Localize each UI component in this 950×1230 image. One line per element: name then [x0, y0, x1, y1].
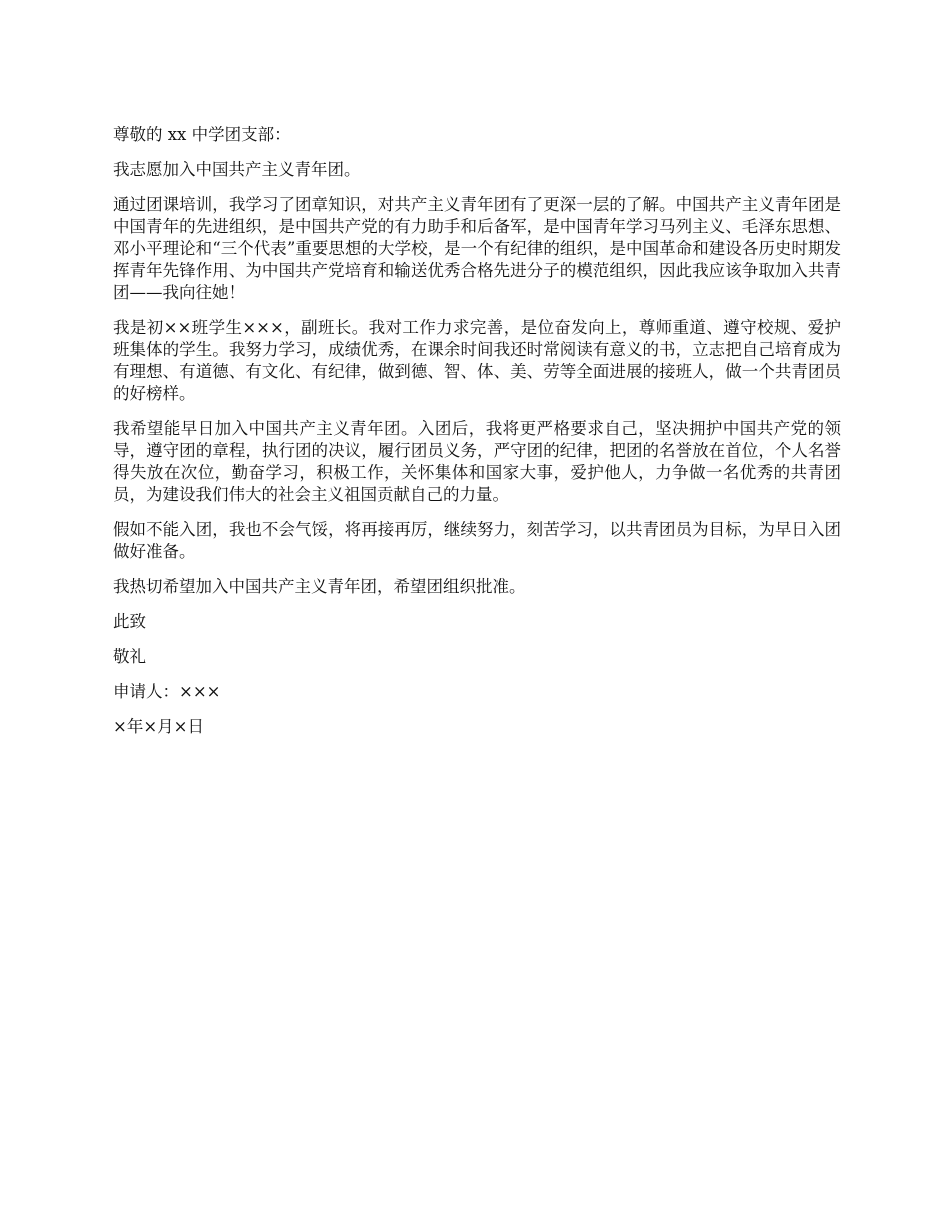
paragraph-understanding: 通过团课培训，我学习了团章知识，对共产主义青年团有了更深一层的了解。中国共产主义青年团是中国青年的先进组织，是中国共产党的有力助手和后备军，是中国青年学习马列主义、毛泽东思想、邓小平理论和“三个代表”重要思想的大学校，是一个有纪律的组织，是中国革命和建设各历史时期发挥青年先锋作用、为中国共产党培育和输送优秀合格先进分子的模范组织，因此我应该争取加入共青团——我向往她！	[113, 195, 841, 302]
paragraph-request: 我热切希望加入中国共产主义青年团，希望团组织批准。	[113, 577, 526, 596]
letter-body	[113, 124, 841, 751]
paragraph-commitment: 我希望能早日加入中国共产主义青年团。入团后，我将更严格要求自己，坚决拥护中国共产党的领导，遵守团的章程，执行团的决议，履行团员义务，严守团的纪律，把团的名誉放在首位，个人名誉得失放在次位，勤奋学习，积极工作，关怀集体和国家大事，爱护他人，力争做一名优秀的共青团员，为建设我们伟大的社会主义祖国贡献自己的力量。	[113, 419, 841, 504]
salutation: 尊敬的 xx 中学团支部：	[113, 125, 291, 144]
applicant-signature: 申请人：×××	[113, 682, 221, 701]
paragraph-resolve: 假如不能入团，我也不会气馁，将再接再厉，继续努力，刻苦学习，以共青团员为目标，为早日入团做好准备。	[113, 520, 841, 561]
paragraph-self-introduction: 我是初××班学生×××，副班长。我对工作力求完善，是位奋发向上，尊师重道、遵守校规、爱护班集体的学生。我努力学习，成绩优秀，在课余时间我还时常阅读有意义的书，立志把自己培育成为有理想、有道德、有文化、有纪律，做到德、智、体、美、劳等全面进展的接班人，做一个共青团员的好榜样。	[113, 318, 841, 403]
date-line: ×年×月×日	[113, 717, 204, 736]
closing-line-1: 此致	[113, 612, 146, 631]
closing-line-2: 敬礼	[113, 647, 146, 666]
paragraph-intent: 我志愿加入中国共产主义青年团。	[113, 160, 361, 179]
